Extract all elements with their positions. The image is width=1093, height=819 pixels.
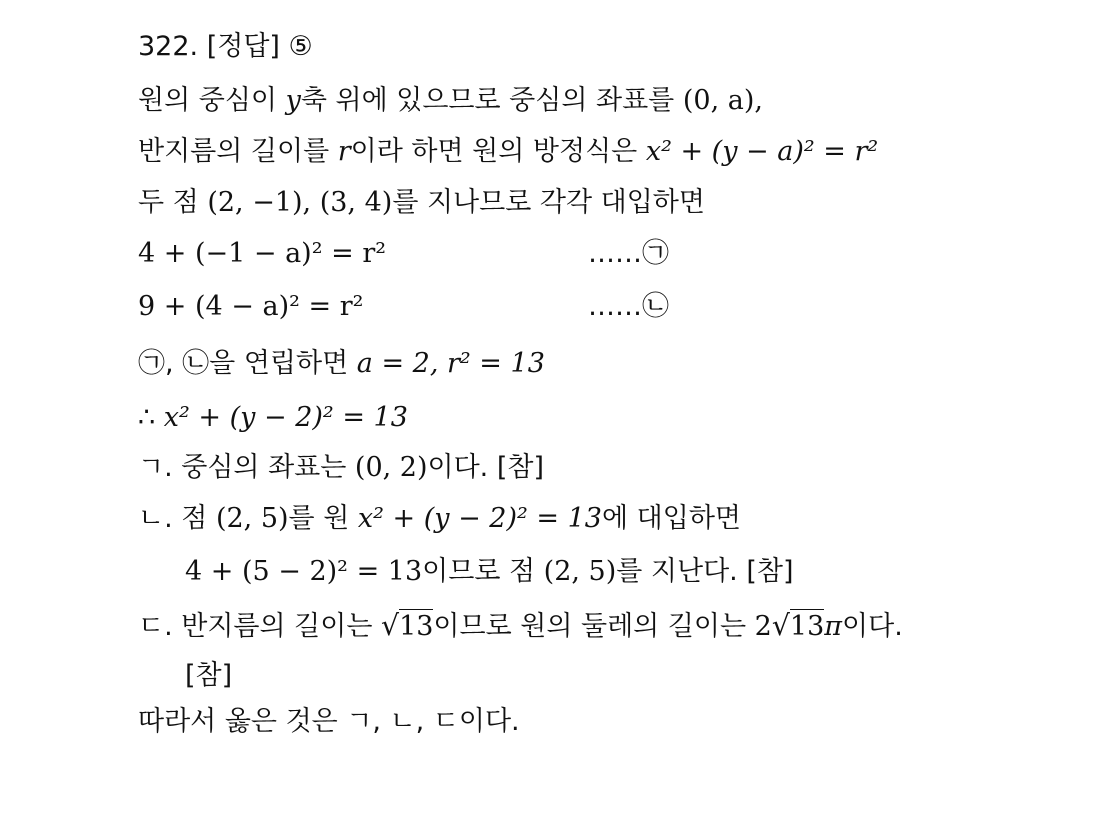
text: 이므로 점 xyxy=(422,556,536,587)
statement-b-cont xyxy=(185,555,794,589)
math-expr: (2, −1), (3, 4) xyxy=(207,187,393,218)
math-expr: (0, a), xyxy=(682,85,763,116)
radicand: 13 xyxy=(789,611,825,642)
radical-sign: √ xyxy=(771,609,790,642)
statement-b xyxy=(138,502,741,536)
equation-1-tag xyxy=(588,237,669,271)
math-expr: x² + (y − 2)² = 13 xyxy=(163,402,408,433)
coefficient: 2 xyxy=(754,611,772,642)
therefore-symbol: ∴ xyxy=(138,402,156,433)
text: 에 대입하면 xyxy=(601,503,741,534)
statement-c xyxy=(138,609,903,643)
math-expr: x² + (y − 2)² = 13 xyxy=(357,503,602,534)
conclusion xyxy=(138,705,520,739)
text: 이다. xyxy=(842,611,903,642)
math-expr: 4 + (−1 − a)² = r² xyxy=(138,238,387,269)
statement-c-verdict xyxy=(185,659,232,693)
equation-2-tag xyxy=(588,290,669,324)
text: ㄷ. 반지름의 길이는 xyxy=(138,611,373,642)
problem-number: 322. xyxy=(138,31,199,62)
text: 이라 하면 원의 방정식은 xyxy=(350,136,638,167)
tag-text: ……㉡ xyxy=(588,291,669,322)
math-var: y xyxy=(285,85,301,116)
math-expr: (2, 5) xyxy=(215,503,289,534)
text: 를 지난다. [참] xyxy=(616,556,794,587)
solution-line-3 xyxy=(138,186,705,220)
text: [참] xyxy=(185,660,233,691)
math-expr: a = 2, r² = 13 xyxy=(356,348,545,379)
math-expr: (2, 5) xyxy=(543,556,617,587)
text: ㄴ. 점 xyxy=(138,503,208,534)
text: 반지름의 길이를 xyxy=(138,136,330,167)
solution-line-6 xyxy=(138,347,545,381)
text: 따라서 옳은 것은 ㄱ, ㄴ, ㄷ이다. xyxy=(138,706,520,737)
sqrt-13 xyxy=(772,611,824,642)
text: 원의 중심이 xyxy=(138,85,277,116)
text: 이다. [참] xyxy=(427,452,544,483)
problem-header xyxy=(138,30,313,64)
equation-2 xyxy=(138,290,363,324)
math-expr: 9 + (4 − a)² = r² xyxy=(138,291,364,322)
statement-a xyxy=(138,451,544,485)
text: 이므로 원의 둘레의 길이는 xyxy=(433,611,747,642)
text: 를 원 xyxy=(288,503,350,534)
tag-text: ……㉠ xyxy=(588,238,669,269)
text: 두 점 xyxy=(138,187,199,218)
text: 를 지나므로 각각 대입하면 xyxy=(392,187,705,218)
pi-symbol: π xyxy=(824,611,843,642)
text: ㄱ. 중심의 좌표는 xyxy=(138,452,347,483)
circle-equation: x² + (y − a)² = r² xyxy=(645,136,879,167)
radicand: 13 xyxy=(399,611,434,642)
sqrt-13 xyxy=(381,611,433,642)
solution-line-1 xyxy=(138,84,763,118)
math-expr: (0, 2) xyxy=(354,452,428,483)
answer-value: ⑤ xyxy=(288,31,313,62)
equation-1 xyxy=(138,237,386,271)
solution-line-7 xyxy=(138,401,408,435)
text: 축 위에 있으므로 중심의 좌표를 xyxy=(300,85,675,116)
radical-sign: √ xyxy=(381,609,400,642)
answer-label: [정답] xyxy=(206,31,280,62)
math-var: r xyxy=(337,136,351,167)
solution-line-2 xyxy=(138,135,878,169)
math-expr: 4 + (5 − 2)² = 13 xyxy=(185,556,423,587)
text: ㉠, ㉡을 연립하면 xyxy=(138,348,349,379)
